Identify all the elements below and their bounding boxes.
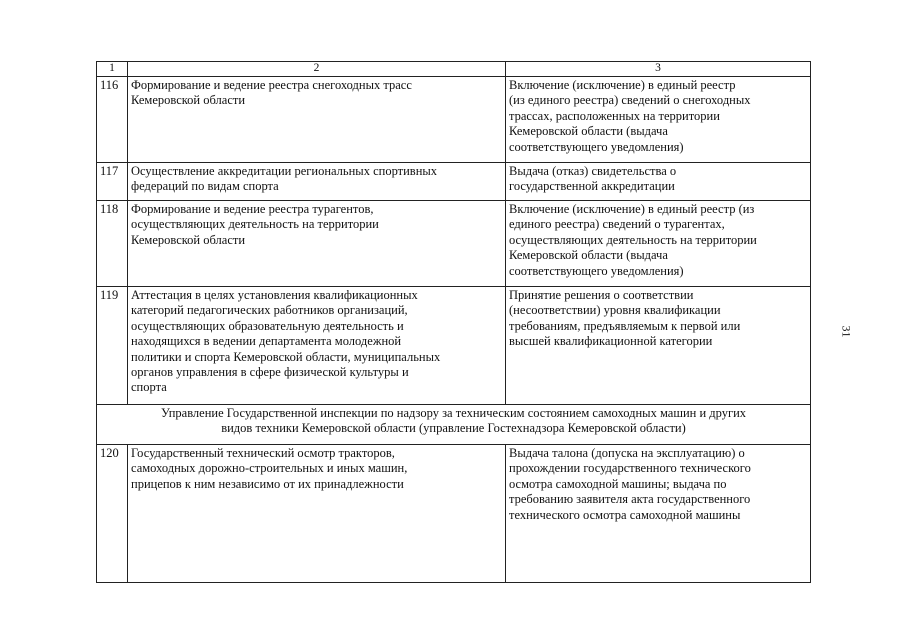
text-line: осуществляющих деятельность на территории xyxy=(131,217,379,232)
text-line: Выдача талона (допуска на эксплуатацию) о xyxy=(509,446,745,460)
service-result xyxy=(506,163,811,201)
text-line: (несоответствии) уровня квалификации xyxy=(509,303,721,318)
section-row xyxy=(97,405,811,445)
text-line: технического осмотра самоходной машины xyxy=(509,507,741,522)
header-col-3: 3 xyxy=(506,62,811,77)
table-row xyxy=(97,287,811,405)
service-result xyxy=(506,77,811,163)
service-result xyxy=(506,287,811,405)
table-row xyxy=(97,77,811,163)
text-line: Государственный технический осмотр тракторов, xyxy=(131,446,395,460)
section-heading xyxy=(97,405,811,445)
text-line: Кемеровской области (выдача xyxy=(509,248,668,263)
header-col-1: 1 xyxy=(97,62,128,77)
service-result xyxy=(506,201,811,287)
table-row xyxy=(97,445,811,583)
text-line: находящихся в ведении департамента молодежной xyxy=(131,334,402,349)
row-number: 120 xyxy=(97,445,128,583)
text-line: Управление Государственной инспекции по надзору за техническим состоянием самоходных машин и других xyxy=(160,406,747,420)
row-number: 118 xyxy=(97,201,128,287)
text-line: осуществляющих деятельность на территории xyxy=(509,232,757,247)
row-number: 116 xyxy=(97,77,128,163)
text-line: спорта xyxy=(131,380,167,395)
table-row xyxy=(97,201,811,287)
text-line: (из единого реестра) сведений о снегоходных xyxy=(509,93,751,108)
text-line: Кемеровской области xyxy=(131,232,246,247)
row-number: 119 xyxy=(97,287,128,405)
text-line: требованиям, предъявляемым к первой или xyxy=(509,318,741,333)
text-line: органов управления в сфере физической культуры и xyxy=(131,365,409,380)
text-line: самоходных дорожно-строительных и иных машин, xyxy=(131,461,408,476)
service-description xyxy=(128,201,506,287)
text-line: Аттестация в целях установления квалификационных xyxy=(131,288,418,302)
service-description xyxy=(128,445,506,583)
header-col-2: 2 xyxy=(128,62,506,77)
service-description xyxy=(128,77,506,163)
text-line: единого реестра) сведений о турагентах, xyxy=(509,217,725,232)
table-row xyxy=(97,163,811,201)
text-line: Выдача (отказ) свидетельства о xyxy=(509,164,677,178)
page-number: 31 xyxy=(839,325,854,338)
text-line: видов техники Кемеровской области (управление Гостехнадзора Кемеровской области) xyxy=(221,421,686,436)
text-line: государственной аккредитации xyxy=(509,179,675,194)
text-line: Включение (исключение) в единый реестр xyxy=(509,78,736,92)
text-line: Кемеровской области xyxy=(131,93,246,108)
text-line: федераций по видам спорта xyxy=(131,179,279,194)
row-number: 117 xyxy=(97,163,128,201)
text-line: Включение (исключение) в единый реестр (из xyxy=(509,202,755,216)
service-description xyxy=(128,287,506,405)
text-line: требованию заявителя акта государственного xyxy=(509,492,751,507)
text-line: осуществляющих образовательную деятельность и xyxy=(131,318,404,333)
services-table xyxy=(96,61,811,583)
text-line: высшей квалификационной категории xyxy=(509,334,713,349)
text-line: соответствующего уведомления) xyxy=(509,263,684,278)
text-line: Формирование и ведение реестра турагентов, xyxy=(131,202,374,216)
text-line: прицепов к ним независимо от их принадлежности xyxy=(131,476,404,491)
text-line: категорий педагогических работников организаций, xyxy=(131,303,408,318)
text-line: политики и спорта Кемеровской области, муниципальных xyxy=(131,349,441,364)
text-line: соответствующего уведомления) xyxy=(509,139,684,154)
text-line: осмотра самоходной машины; выдача по xyxy=(509,476,727,491)
text-line: Принятие решения о соответствии xyxy=(509,288,694,302)
header-row xyxy=(97,62,811,77)
text-line: Кемеровской области (выдача xyxy=(509,124,668,139)
text-line: Формирование и ведение реестра снегоходных трасс xyxy=(131,78,412,92)
service-description xyxy=(128,163,506,201)
service-result xyxy=(506,445,811,583)
text-line: трассах, расположенных на территории xyxy=(509,108,720,123)
text-line: прохождении государственного технического xyxy=(509,461,751,476)
text-line: Осуществление аккредитации региональных спортивных xyxy=(131,164,438,178)
